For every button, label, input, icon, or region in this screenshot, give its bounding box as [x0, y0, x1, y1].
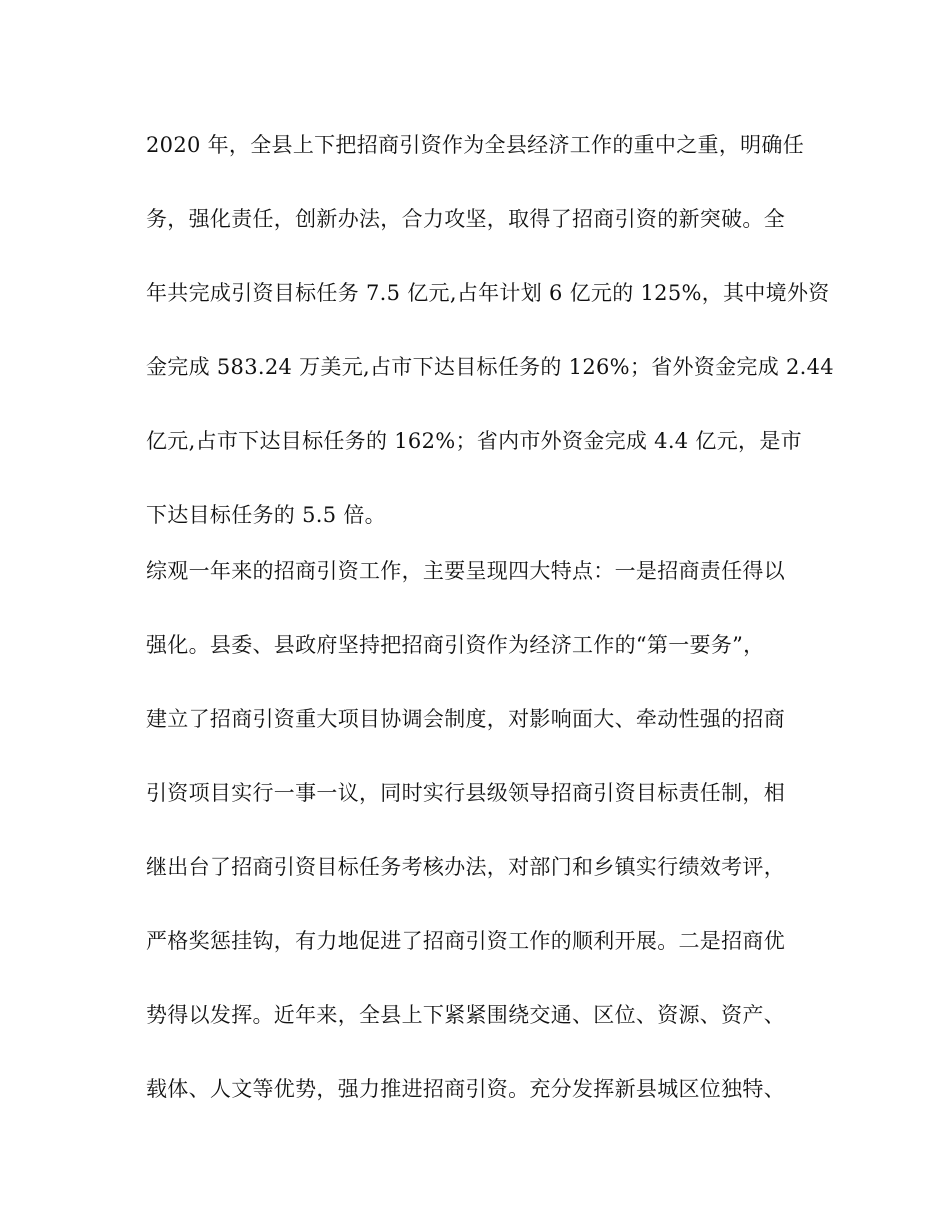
text-line: 引资项目实行一事一议，同时实行县级领导招商引资目标责任制，相	[146, 781, 785, 805]
text-line: 亿元,占市下达目标任务的 162%；省内市外资金完成 4.4 亿元，是市	[146, 429, 802, 453]
text-line: 建立了招商引资重大项目协调会制度，对影响面大、牵动性强的招商	[146, 707, 785, 731]
text-line: 务，强化责任，创新办法，合力攻坚，取得了招商引资的新突破。全	[146, 207, 785, 231]
text-line: 综观一年来的招商引资工作，主要呈现四大特点：一是招商责任得以	[146, 559, 785, 583]
text-line: 继出台了招商引资目标任务考核办法，对部门和乡镇实行绩效考评，	[146, 855, 785, 879]
text-line: 金完成 583.24 万美元,占市下达目标任务的 126%；省外资金完成 2.44	[146, 355, 834, 379]
text-line: 下达目标任务的 5.5 倍。	[146, 503, 386, 527]
text-line: 2020 年，全县上下把招商引资作为全县经济工作的重中之重，明确任	[146, 133, 805, 157]
text-line: 年共完成引资目标任务 7.5 亿元,占年计划 6 亿元的 125%，其中境外资	[146, 281, 830, 305]
text-line: 严格奖惩挂钩，有力地促进了招商引资工作的顺利开展。二是招商优	[146, 929, 785, 953]
text-line: 势得以发挥。近年来，全县上下紧紧围绕交通、区位、资源、资产、	[146, 1003, 785, 1027]
text-line: 载体、人文等优势，强力推进招商引资。充分发挥新县城区位独特、	[146, 1077, 785, 1101]
text-line: 强化。县委、县政府坚持把招商引资作为经济工作的“第一要务”，	[146, 633, 765, 657]
